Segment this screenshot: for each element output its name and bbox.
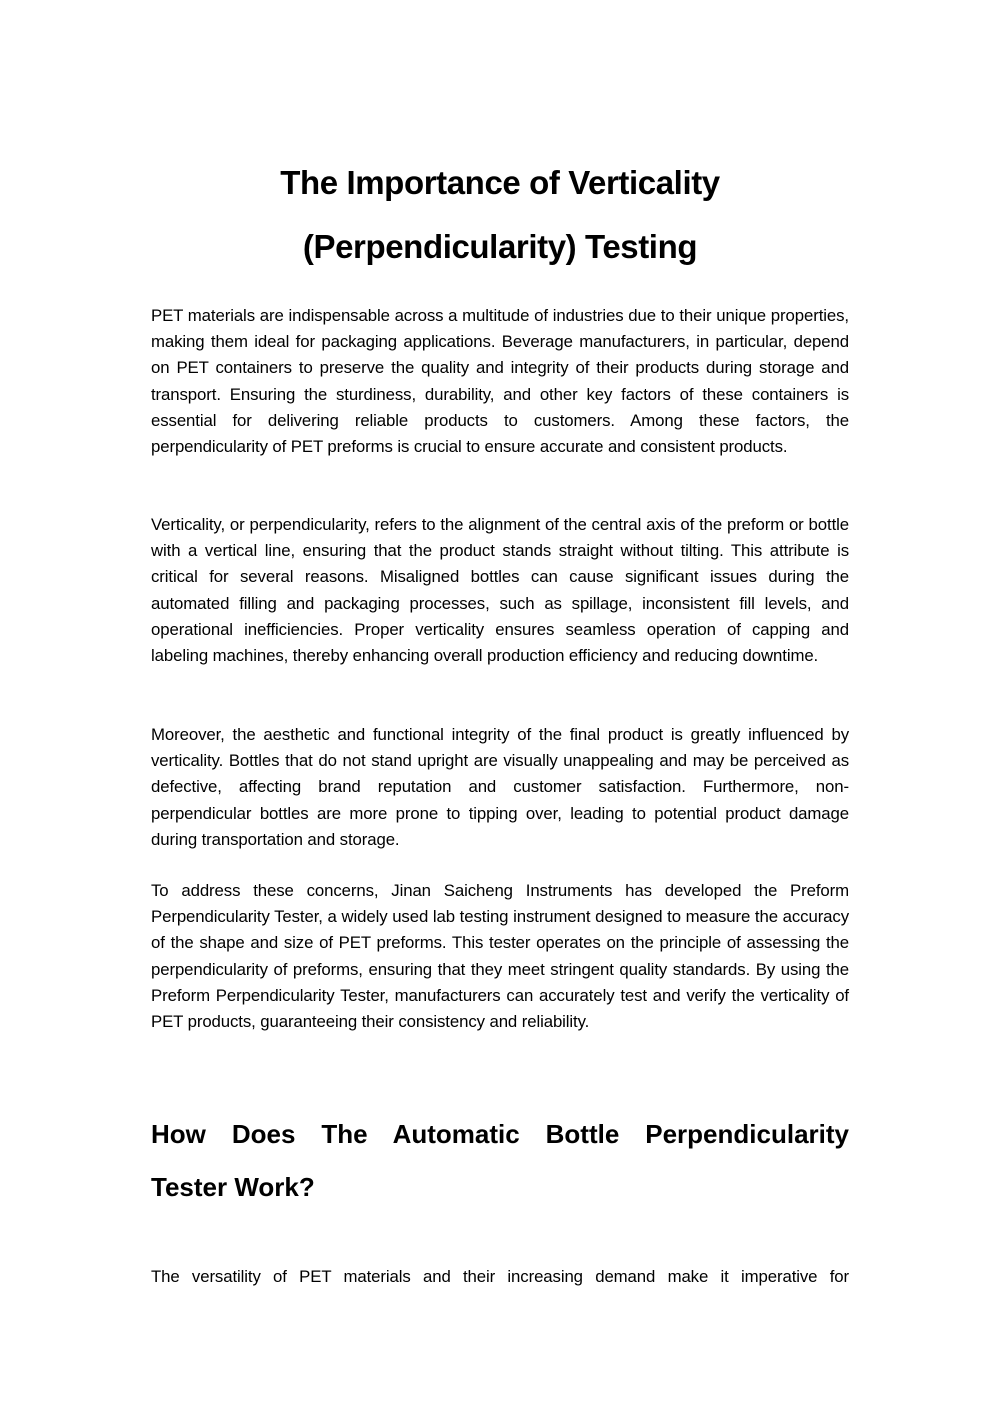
document-title-line-1: The Importance of Verticality bbox=[280, 164, 720, 201]
document-title-line-2: (Perpendicularity) Testing bbox=[302, 228, 698, 265]
document-title bbox=[151, 151, 849, 279]
paragraph-perpendicularity-tester: To address these concerns, Jinan Saicheng Instruments has developed the Preform Perpendicularity Tester, a widely used lab testing instrument designed to measure the accuracy of the shape and size of PET preforms. This tester operates on the principle of assessing the perpendicularity of preforms, ensuring that they meet stringent quality standards. By using the Preform Perpendicularity Tester, manufacturers can accurately test and verify the verticality of PET products, guaranteeing their consistency and reliability. bbox=[151, 881, 849, 1032]
section-heading-line-2: Tester Work? bbox=[151, 1172, 315, 1202]
paragraph-verticality-definition: Verticality, or perpendicularity, refers to the alignment of the central axis of the preform or bottle with a vertical line, ensuring that the product stands straight without tilting. This attribute is critical for several reasons. Misaligned bottles can cause significant issues during the automated filling and packaging processes, such as spillage, inconsistent fill levels, and operational inefficiencies. Proper verticality ensures seamless operation of capping and labeling machines, thereby enhancing overall production efficiency and reducing downtime. bbox=[151, 515, 849, 666]
section-heading bbox=[151, 1108, 849, 1214]
paragraph-pet-materials: PET materials are indispensable across a multitude of industries due to their unique properties, making them ideal for packaging applications. Beverage manufacturers, in particular, depend on PET containers to preserve the quality and integrity of their products during storage and transport. Ensuring the sturdiness, durability, and other key factors of these containers is essential for delivering reliable products to customers. Among these factors, the perpendicularity of PET preforms is crucial to ensure accurate and consistent products. bbox=[151, 306, 849, 457]
paragraph-pet-versatility: The versatility of PET materials and their increasing demand make it imperative for bbox=[151, 1267, 849, 1286]
section-heading-line-1: How Does The Automatic Bottle Perpendicularity bbox=[151, 1119, 849, 1149]
paragraph-aesthetic-integrity: Moreover, the aesthetic and functional integrity of the final product is greatly influenced by verticality. Bottles that do not stand upright are visually unappealing and may be perceived as defective, affecting brand reputation and customer satisfaction. Furthermore, non-perpendicular bottles are more prone to tipping over, leading to potential product damage during transportation and storage. bbox=[151, 725, 849, 849]
